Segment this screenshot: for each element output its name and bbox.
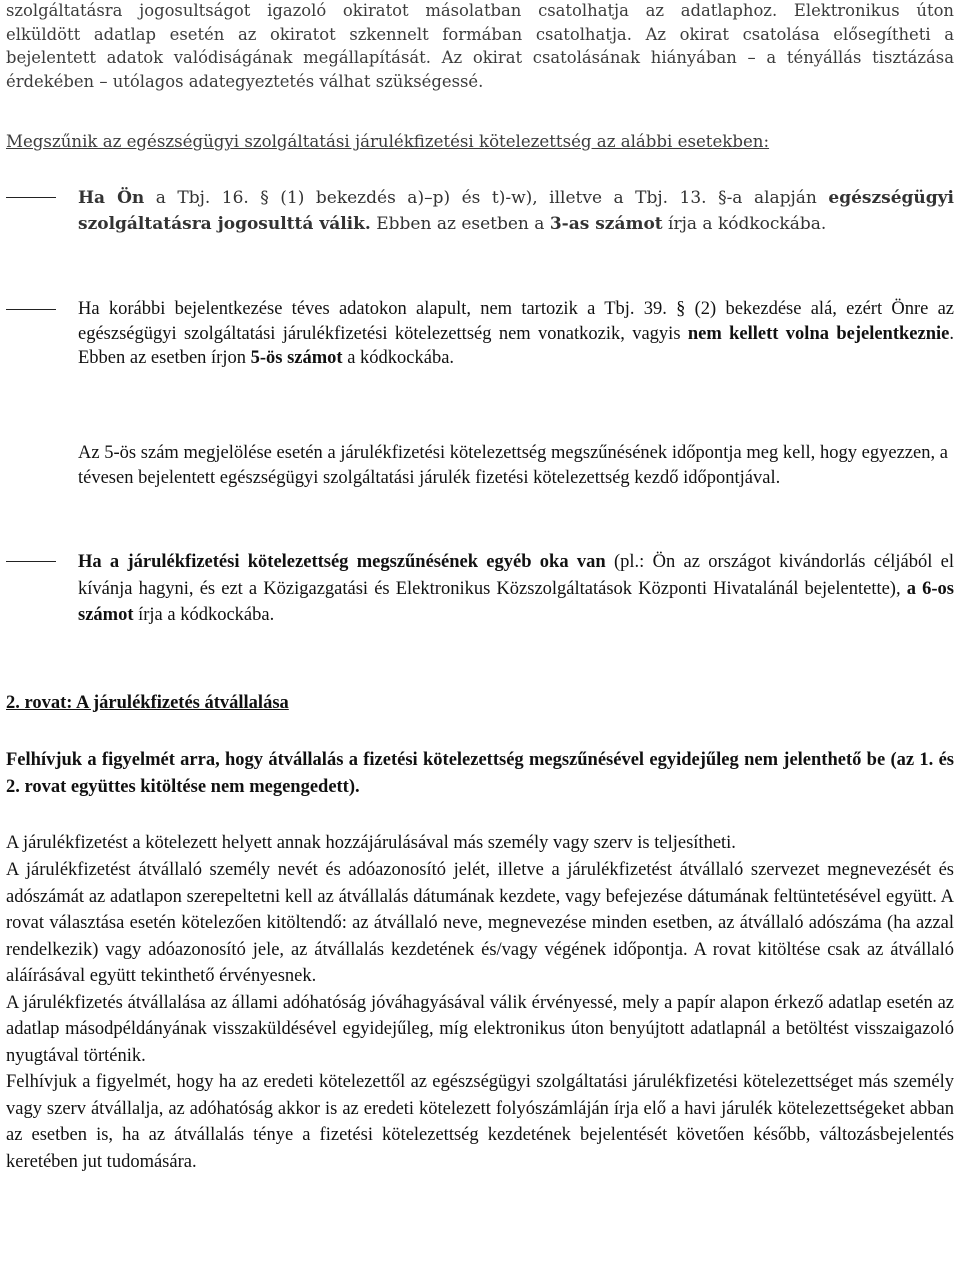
notice-paragraph: Felhívjuk a figyelmét arra, hogy átvállalás a fizetési kötelezettség megszűnésével egyidejűleg nem jelenthető be (az 1. és 2. rovat együttes kitöltése nem megengedett). bbox=[6, 750, 954, 797]
item3-bold-2: a 6-os számot bbox=[78, 578, 954, 625]
dash-bullet bbox=[6, 561, 56, 562]
item1-bold-2: egészségügyi szolgáltatásra jogosulttá válik. bbox=[78, 188, 954, 234]
intro-line-2: elküldött adatlap esetén az okiratot szkennelt formában csatolhatja. Az okirat csatolása elősegítheti a bbox=[6, 24, 954, 44]
item1-text-2: Ebben az esetben a bbox=[370, 214, 550, 234]
intro-line-3: bejelentett adatok valódiságának megállapítását. Az okirat csatolásának hiányában – a tényállás tisztázása bbox=[6, 48, 954, 67]
item3-bold-1: Ha a járulékfizetési kötelezettség megszűnésének egyéb oka van bbox=[78, 552, 606, 572]
body-paragraph-1: A járulékfizetést a kötelezett helyett annak hozzájárulásával más személy vagy szerv is teljesítheti. bbox=[6, 833, 736, 853]
intro-line-4: érdekében – utólagos adategyeztetés válhat szükségessé. bbox=[6, 71, 484, 91]
item1-text-3: írja a kódkockába. bbox=[662, 214, 827, 234]
item2-text-3: a kódkockába. bbox=[342, 348, 455, 368]
item3-text-1: (pl.: Ön az országot kivándorlás céljából el kívánja hagyni, és ezt a Közigazgatási és Elektronikus Közszolgáltatások Központi Hivatalánál bejelentette), bbox=[78, 552, 954, 599]
item1-bold-1: Ha Ön bbox=[78, 188, 145, 208]
item2-note: Az 5-ös szám megjelölése esetén a járulékfizetési kötelezettség megszűnésének időpontja meg kell, hogy egyezzen, a tévesen bejelentett egészségügyi szolgáltatási járulék fizetési kötelezettség kezdő időpontjával. bbox=[78, 443, 948, 488]
item2-bold-2: 5-ös számot bbox=[250, 348, 343, 368]
body-paragraph-2: A járulékfizetést átvállaló személy nevét és adóazonosító jelét, illetve a járulékfizetést átvállaló szervezet megnevezését és adószámát az adatlapon szerepeltetni kell az átvállalás dátumának kezdete, vagy befejezése dátumának feltüntetésével együtt. A rovat választása esetén kötelezően kitöltendő: az átvállaló neve, megnevezése minden esetben, az átvállaló adószáma (ha azzal rendelkezik) vagy adóazonosító jele, az átvállalás kezdetének és/vagy végének időpontja. A rovat kitöltése csak az átvállaló aláírásával együtt tekinthető érvényesnek. bbox=[6, 860, 954, 986]
intro-line-1: szolgáltatásra jogosultságot igazoló okiratot másolatban csatolhatja az adatlaphoz. Elektronikus úton bbox=[6, 1, 954, 20]
body-paragraph-4: Felhívjuk a figyelmét, hogy ha az eredeti kötelezettől az egészségügyi szolgáltatási járulékfizetési kötelezettséget más személy vagy szerv átvállalja, az adóhatóság akkor is az eredeti kötelezett folyószámláján írja elő a havi járulék kötelezettségeket abban az esetben is, ha az átvállalás ténye a fizetési kötelezettség kezdetének bejelentését követően később, változásbejelentés keretében jut tudomására. bbox=[6, 1072, 954, 1172]
dash-bullet bbox=[6, 309, 56, 310]
list-item-2 bbox=[0, 297, 960, 371]
list-item-3 bbox=[0, 549, 960, 629]
heading-termination-cases: Megszűnik az egészségügyi szolgáltatási járulékfizetési kötelezettség az alábbi esetekben: bbox=[6, 132, 770, 151]
item2-text-1: Ha korábbi bejelentkezése téves adatokon alapult, nem tartozik a Tbj. 39. § (2) bekezdése alá, ezért Önre az egészségügyi szolgáltatási járulékfizetési kötelezettség nem vonatkozik, vagyis bbox=[78, 299, 954, 344]
item3-text-2: írja a kódkockába. bbox=[133, 605, 275, 625]
body-paragraph-3: A járulékfizetés átvállalása az állami adóhatóság jóváhagyásával válik érvényessé, mely a papír alapon érkező adatlap esetén az adatlap másodpéldányának visszaküldésével egyidejűleg, míg elektronikus úton benyújtott adatlapnál a betöltést visszaigazoló nyugtával történik. bbox=[6, 992, 954, 1066]
item2-text-2: . Ebben az esetben írjon bbox=[78, 323, 954, 368]
dash-bullet bbox=[6, 197, 56, 198]
item1-text-1: a Tbj. 16. § (1) bekezdés a)–p) és t)-w), illetve a Tbj. 13. §-a alapján bbox=[144, 188, 829, 208]
intro-paragraph bbox=[0, 0, 960, 93]
item1-bold-3: 3-as számot bbox=[549, 214, 663, 234]
list-item-1 bbox=[0, 185, 960, 237]
item2-bold-1: nem kellett volna bejelentkeznie bbox=[687, 323, 950, 344]
section-2-title: 2. rovat: A járulékfizetés átvállalása bbox=[6, 693, 289, 713]
